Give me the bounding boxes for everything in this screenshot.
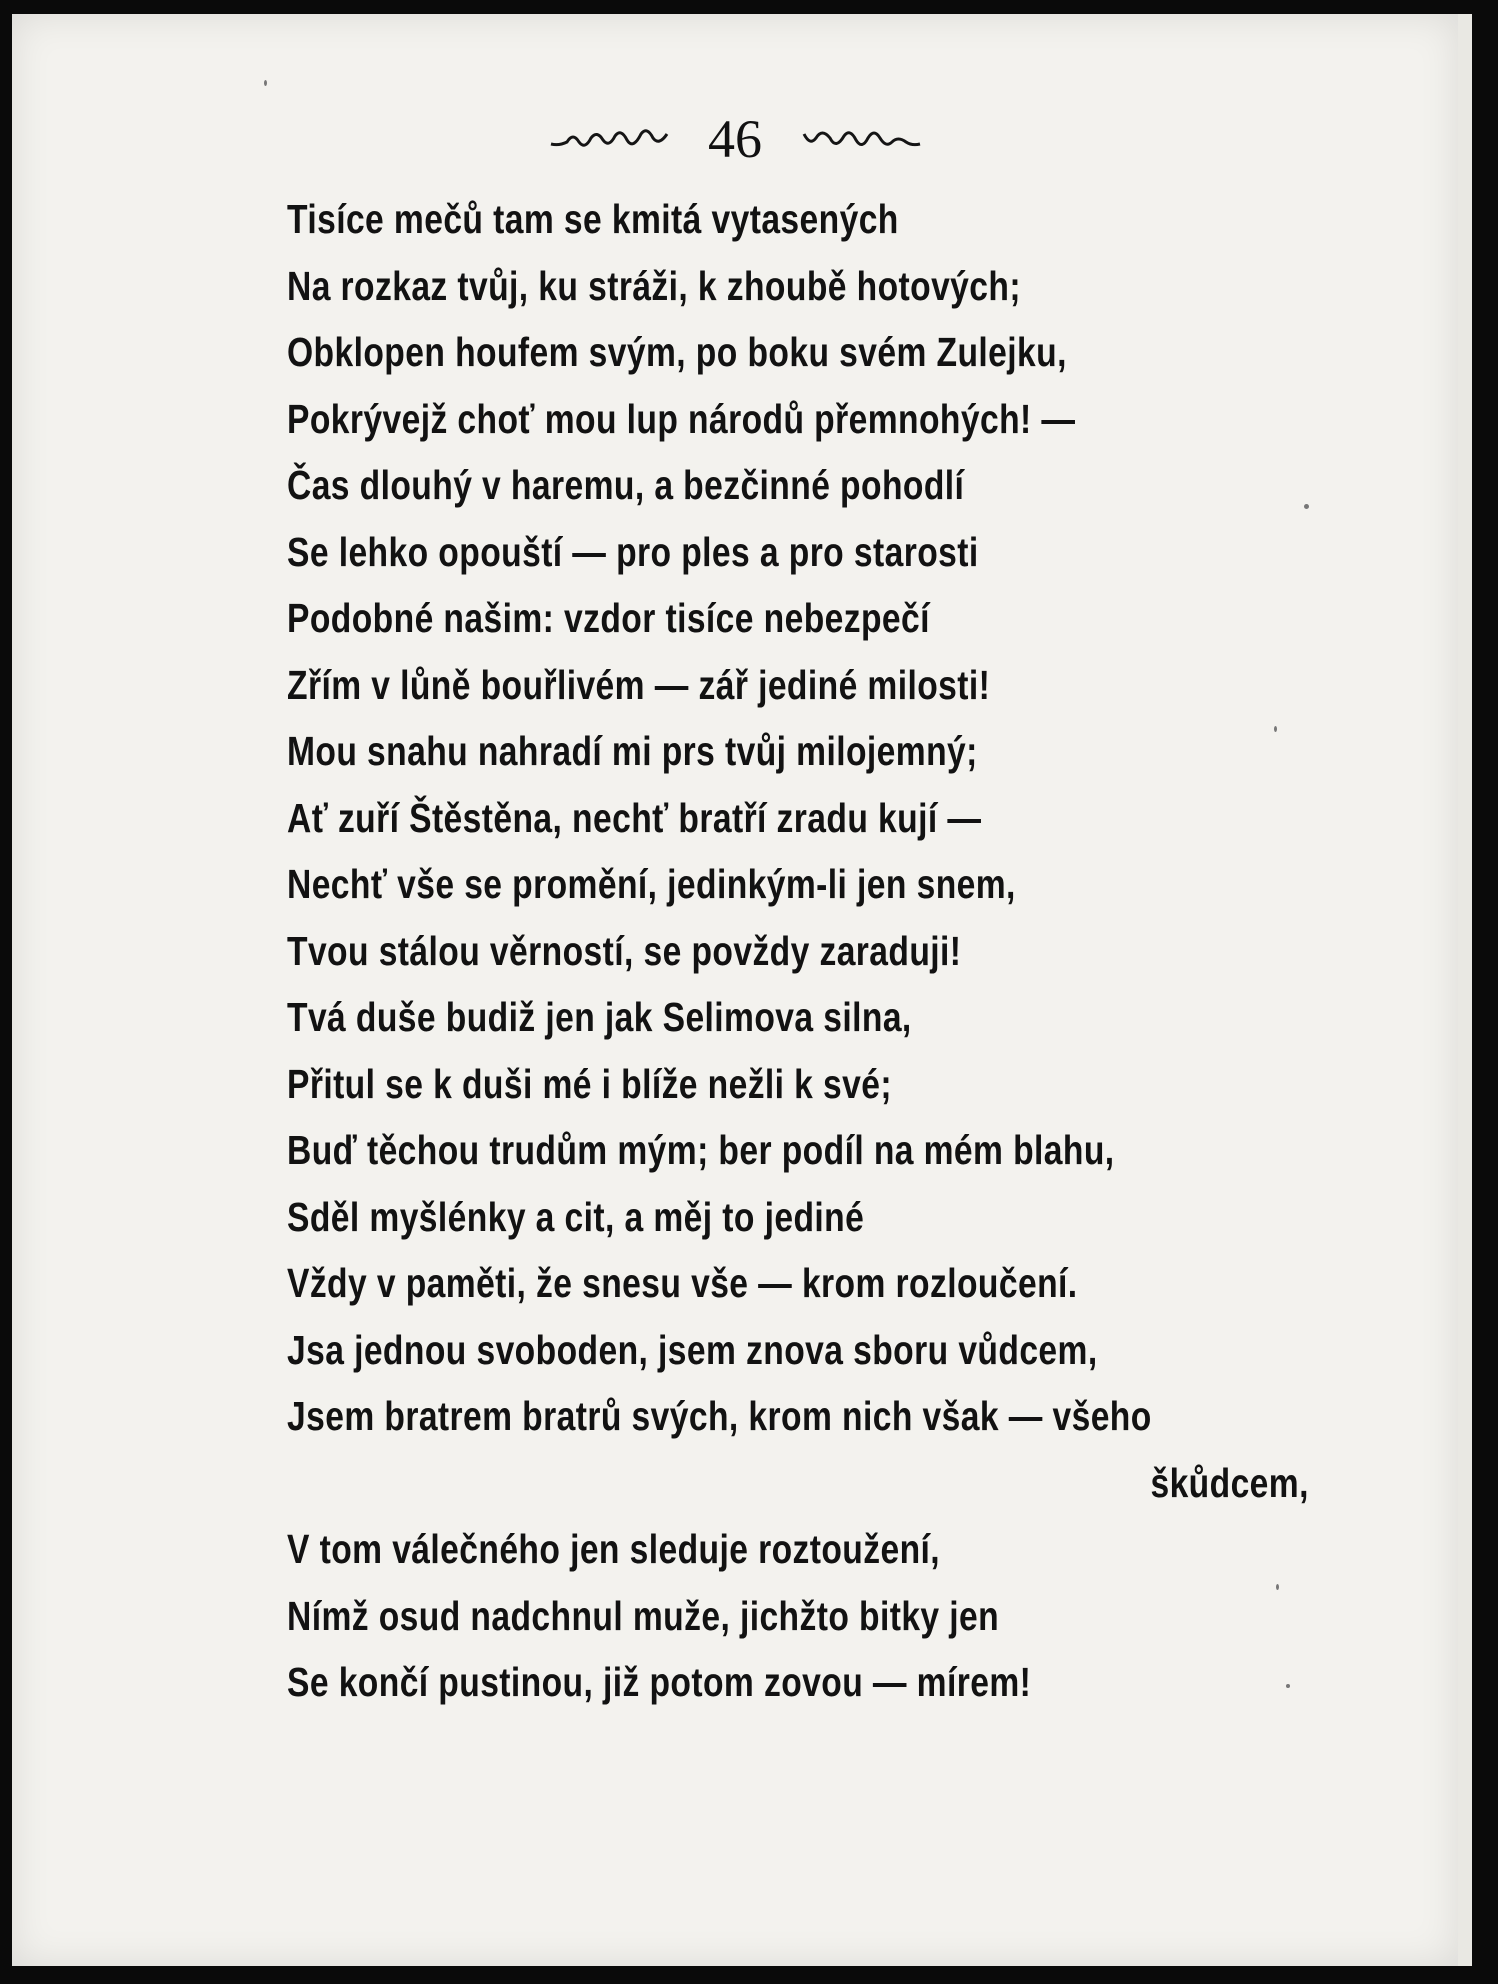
paper-speck bbox=[1304, 504, 1309, 509]
poem-line: Podobné našim: vzdor tisíce nebezpečí bbox=[287, 595, 930, 641]
poem-line: Se končí pustinou, již potom zovou — mírem! bbox=[287, 1659, 1032, 1705]
page-number: 46 bbox=[708, 108, 762, 169]
poem-line: Jsa jednou svoboden, jsem znova sboru vůdcem, bbox=[287, 1326, 1098, 1373]
poem-line: Obklopen houfem svým, po boku svém Zulejku, bbox=[287, 329, 1067, 375]
poem-text bbox=[287, 186, 1347, 1716]
poem-line: Nímž osud nadchnul muže, jichžto bitky jen bbox=[287, 1592, 1000, 1639]
poem-line: Mou snahu nahradí mi prs tvůj milojemný; bbox=[287, 728, 978, 774]
poem-line: Jsem bratrem bratrů svých, krom nich však — všeho bbox=[287, 1393, 1152, 1439]
poem-line: Čas dlouhý v haremu, a bezčinné pohodlí bbox=[287, 462, 965, 508]
poem-line: Pokrývejž choť mou lup národů přemnohých! — bbox=[287, 395, 1076, 442]
left-ornament-icon bbox=[549, 124, 669, 154]
paper-speck bbox=[1286, 1684, 1290, 1688]
book-page bbox=[12, 14, 1458, 1966]
paper-speck bbox=[264, 80, 267, 86]
paper-speck bbox=[1276, 1584, 1279, 1590]
poem-line: Přitul se k duši mé i blíže nežli k své; bbox=[287, 1060, 892, 1107]
poem-line: Buď těchou trudům mým; ber podíl na mém blahu, bbox=[287, 1127, 1115, 1173]
poem-line: Ať zuří Štěstěna, nechť bratří zradu kují — bbox=[287, 794, 982, 841]
poem-line: Na rozkaz tvůj, ku stráži, k zhoubě hotových; bbox=[287, 262, 1021, 309]
poem-line: Se lehko opouští — pro ples a pro starosti bbox=[287, 528, 979, 575]
poem-line: Tvá duše budiž jen jak Selimova silna, bbox=[287, 994, 912, 1040]
right-ornament-icon bbox=[802, 124, 922, 154]
poem-line-continuation: škůdcem, bbox=[1150, 1459, 1309, 1506]
page-edge bbox=[1458, 14, 1472, 1966]
poem-line: V tom válečného jen sleduje roztoužení, bbox=[287, 1526, 941, 1572]
poem-line: Tvou stálou věrností, se povždy zaraduji! bbox=[287, 927, 962, 974]
poem-line: Nechť vše se promění, jedinkým-li jen snem, bbox=[287, 861, 1016, 907]
page-header bbox=[12, 98, 1458, 168]
poem-line: Zřím v lůně bouřlivém — zář jediné milosti! bbox=[287, 661, 991, 708]
poem-line: Tisíce mečů tam se kmitá vytasených bbox=[287, 196, 899, 242]
poem-line: Vždy v paměti, že snesu vše — krom rozloučení. bbox=[287, 1260, 1078, 1306]
paper-speck bbox=[1274, 726, 1277, 732]
poem-line: Sděl myšlénky a cit, a měj to jediné bbox=[287, 1193, 865, 1240]
